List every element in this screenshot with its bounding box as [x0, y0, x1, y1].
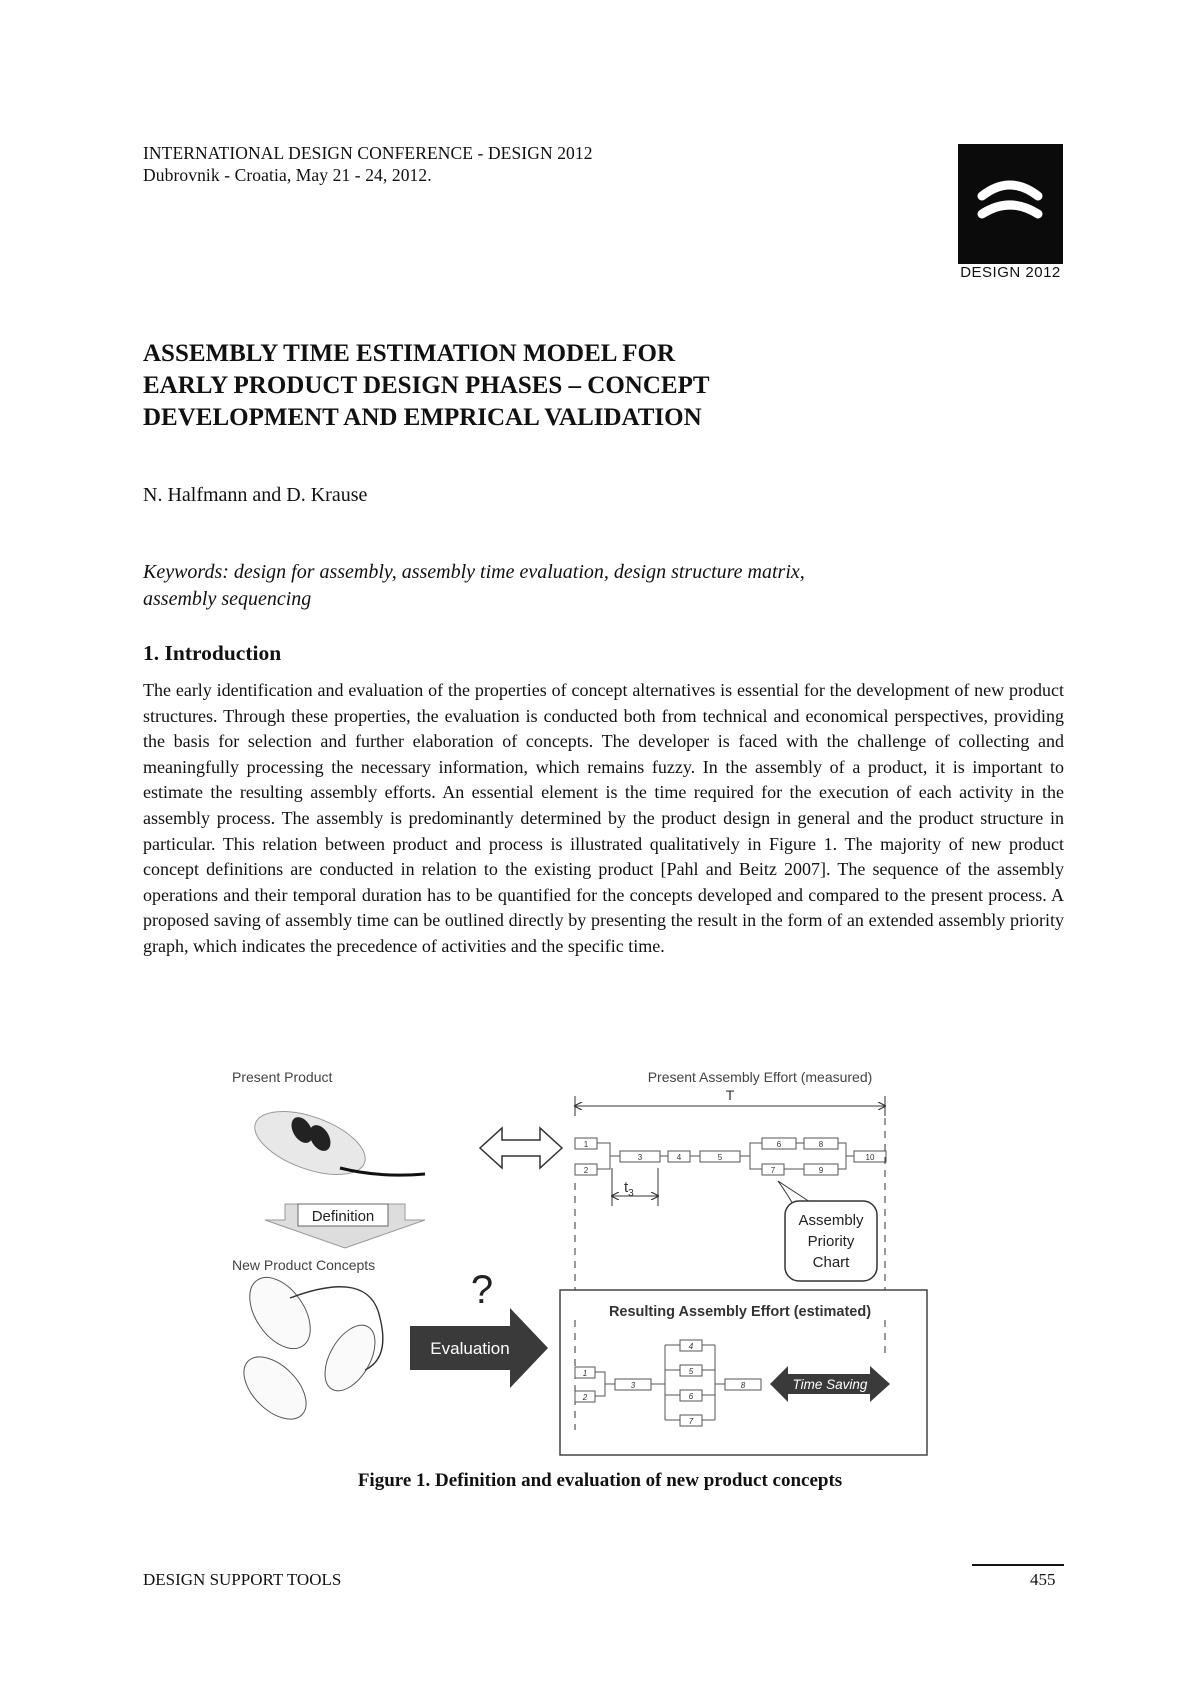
definition-arrow — [265, 1204, 425, 1248]
present-product-label: Present Product — [232, 1069, 333, 1085]
top-node-label: 5 — [717, 1153, 723, 1162]
top-node-label: 9 — [818, 1166, 824, 1175]
present-mouse-image — [247, 1099, 425, 1188]
question-mark: ? — [470, 1268, 494, 1312]
title-line: ASSEMBLY TIME ESTIMATION MODEL FOR — [143, 340, 676, 367]
footer-section: DESIGN SUPPORT TOOLS — [143, 1570, 342, 1589]
paper-title — [143, 338, 863, 434]
bottom-node-label: 8 — [740, 1381, 746, 1390]
bottom-node-label: 4 — [688, 1342, 694, 1351]
conference-name: INTERNATIONAL DESIGN CONFERENCE - DESIGN 2012 — [143, 143, 593, 163]
step-time-label: $t_3$ — [624, 1179, 634, 1199]
top-node-label: 1 — [583, 1140, 589, 1149]
resulting-effort-label: Resulting Assembly Effort (estimated) — [608, 1304, 872, 1320]
top-node-label: 6 — [776, 1140, 782, 1149]
new-concepts-label: New Product Concepts — [232, 1257, 376, 1273]
bottom-node-label: 7 — [688, 1417, 694, 1426]
page-number: 455 — [1030, 1570, 1056, 1589]
time-saving-label: Time Saving — [792, 1377, 868, 1392]
top-node-label: 7 — [770, 1166, 776, 1175]
present-effort-label: Present Assembly Effort (measured) — [647, 1069, 873, 1085]
conference-location: Dubrovnik - Croatia, May 21 - 24, 2012. — [143, 165, 432, 185]
bottom-node-label: 5 — [688, 1367, 694, 1376]
definition-label: Definition — [311, 1208, 375, 1225]
present-priority-chart — [575, 1138, 886, 1175]
bottom-node-label: 1 — [582, 1369, 588, 1378]
top-node-label: 4 — [676, 1153, 682, 1162]
section-heading: 1. Introduction — [143, 641, 282, 665]
evaluation-arrow — [410, 1308, 548, 1388]
authors: N. Halfmann and D. Krause — [143, 484, 368, 506]
figure-caption: Figure 1. Definition and evaluation of new product concepts — [357, 1470, 843, 1491]
design-2012-logo — [958, 144, 1063, 284]
top-node-label: 2 — [583, 1166, 589, 1175]
footer-rule — [972, 1564, 1064, 1566]
callout-line: Chart — [812, 1254, 850, 1271]
bottom-node-label: 6 — [688, 1392, 694, 1401]
logo-mark — [958, 144, 1063, 264]
callout-line: Assembly — [798, 1212, 864, 1229]
top-node-label: 10 — [865, 1153, 875, 1162]
conference-header — [143, 142, 593, 186]
logo-text: DESIGN 2012 — [960, 264, 1061, 281]
callout-line: Priority — [807, 1233, 855, 1250]
title-line: DEVELOPMENT AND EMPRICAL VALIDATION — [143, 404, 702, 431]
total-time-label: T — [725, 1087, 735, 1103]
assembly-priority-callout — [778, 1181, 877, 1281]
keywords: Keywords: design for assembly, assembly time evaluation, design structure matrix, assembly sequencing — [143, 561, 805, 610]
new-mice-image — [233, 1266, 386, 1430]
intro-paragraph: The early identification and evaluation of the properties of concept alternatives is essential for the development of new product structures. Through these properties, the evaluation is conducted both from technical and economical perspectives, providing the basis for selection and further elaboration of concepts. The developer is faced with the challenge of collecting and meaningfully processing the necessary information, which remains fuzzy. In the assembly of a product, it is important to estimate the resulting assembly efforts. An essential element is the time required for the execution of each activity in the assembly process. The assembly is predominantly determined by the product design in general and the product structure in particular. This relation between product and process is illustrated qualitatively in Figure 1. The majority of new product concept definitions are conducted in relation to the existing product [Pahl and Beitz 2007]. The sequence of the assembly operations and their temporal duration has to be quantified for the concepts developed and compared to the present process. A proposed saving of assembly time can be outlined directly by presenting the result in the form of an extended assembly priority graph, which indicates the precedence of activities and the specific time. — [143, 680, 1064, 956]
bottom-node-label: 3 — [630, 1381, 636, 1390]
top-node-label: 3 — [637, 1153, 643, 1162]
evaluation-label: Evaluation — [430, 1339, 510, 1358]
top-node-label: 8 — [818, 1140, 824, 1149]
double-arrow-icon — [480, 1128, 562, 1168]
figure-1 — [230, 1058, 990, 1458]
title-line: EARLY PRODUCT DESIGN PHASES – CONCEPT — [143, 372, 710, 399]
bottom-node-label: 2 — [582, 1393, 588, 1402]
